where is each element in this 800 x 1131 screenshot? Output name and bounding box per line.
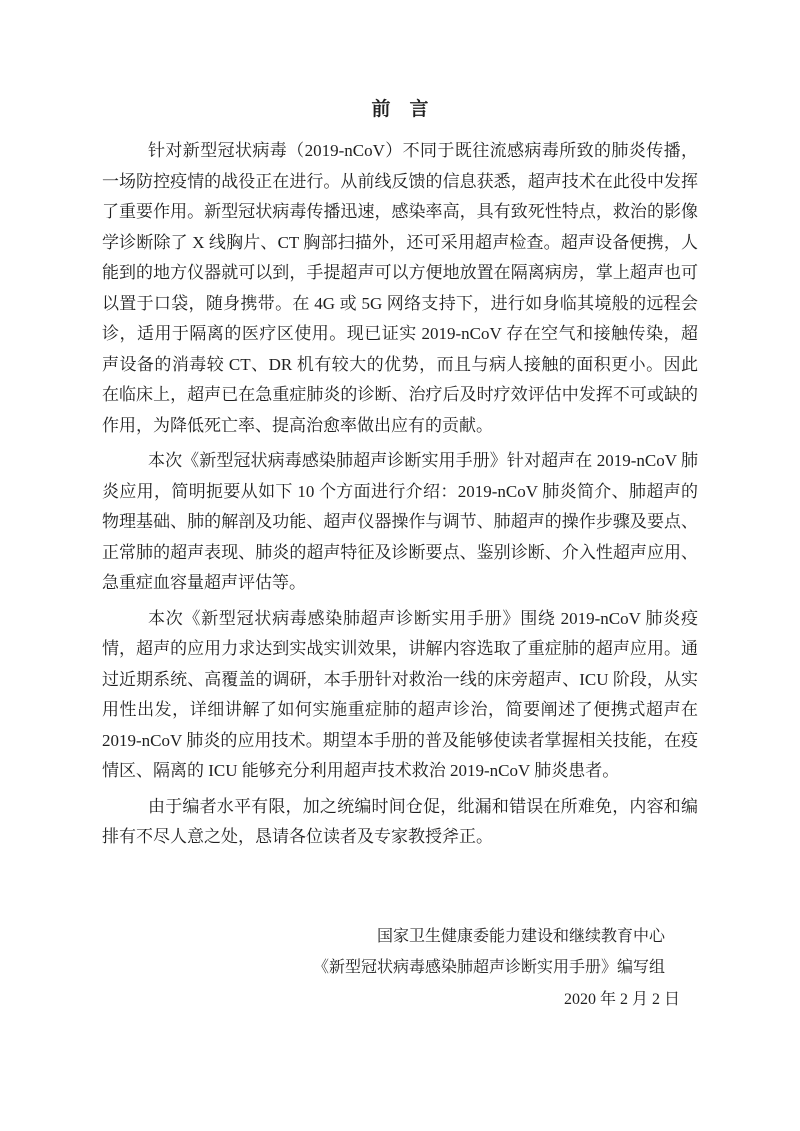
preface-paragraph-3: 本次《新型冠状病毒感染肺超声诊断实用手册》围绕 2019-nCoV 肺炎疫情，超声的应用力求达到实战实训效果，讲解内容选取了重症肺的超声应用。通过近期系统、高覆盖的调研，本手册针对救治一线的床旁超声、ICU 阶段，从实用性出发，详细讲解了如何实施重症肺的超声诊治，简要阐述了便携式超声在 2019-nCoV 肺炎的应用技术。期望本手册的普及能够使读者掌握相关技能，在疫情区、隔离的 ICU 能够充分利用超声技术救治 2019-nCoV 肺炎患者。 — [102, 608, 698, 780]
signature-organization: 国家卫生健康委能力建设和继续教育中心 — [376, 927, 665, 945]
signature-block — [102, 921, 698, 1016]
signature-date: 2020 年 2 月 2 日 — [563, 990, 680, 1008]
preface-paragraph-4: 由于编者水平有限，加之统编时间仓促，纰漏和错误在所难免，内容和编排有不尽人意之处，恳请各位读者及专家教授斧正。 — [102, 796, 698, 846]
signature-group: 《新型冠状病毒感染肺超声诊断实用手册》编写组 — [312, 959, 665, 976]
page-title: 前 言 — [371, 99, 429, 120]
preface-paragraph-1: 针对新型冠状病毒（2019-nCoV）不同于既往流感病毒所致的肺炎传播，一场防控疫情的战役正在进行。从前线反馈的信息获悉，超声技术在此役中发挥了重要作用。新型冠状病毒传播迅速，感染率高，具有致死性特点，救治的影像学诊断除了 X 线胸片、CT 胸部扫描外，还可采用超声检查。超声设备便携，人能到的地方仪器就可以到，手提超声可以方便地放置在隔离病房，掌上超声也可以置于口袋，随身携带。在 4G 或 5G 网络支持下，进行如身临其境般的远程会诊，适用于隔离的医疗区使用。现已证实 2019-nCoV 存在空气和接触传染，超声设备的消毒较 CT、DR 机有较大的优势，而且与病人接触的面积更小。因此在临床上，超声已在急重症肺炎的诊断、治疗后及时疗效评估中发挥不可或缺的作用，为降低死亡率、提高治愈率做出应有的贡献。 — [102, 141, 698, 435]
preface-paragraph-2: 本次《新型冠状病毒感染肺超声诊断实用手册》针对超声在 2019-nCoV 肺炎应用，简明扼要从如下 10 个方面进行介绍：2019-nCoV 肺炎简介、肺超声的物理基础、肺的解剖及功能、超声仪器操作与调节、肺超声的操作步骤及要点、正常肺的超声表现、肺炎的超声特征及诊断要点、鉴别诊断、介入性超声应用、急重症血容量超声评估等。 — [102, 451, 698, 592]
preface-content — [102, 96, 698, 1015]
